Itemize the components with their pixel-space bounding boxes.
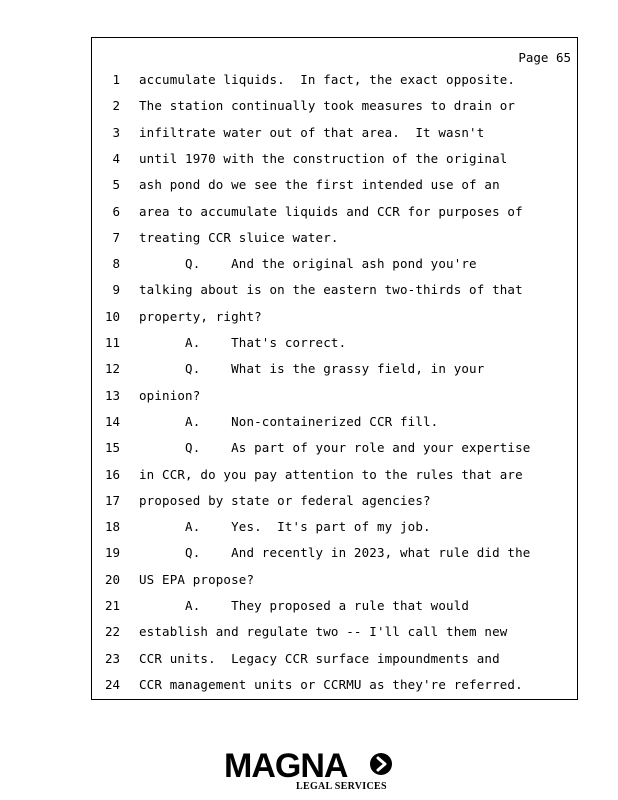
line-number: 20 — [104, 571, 120, 587]
line-text: proposed by state or federal agencies? — [139, 492, 431, 508]
line-number: 16 — [104, 466, 120, 482]
line-text: CCR management units or CCRMU as they're referred. — [139, 676, 523, 692]
line-text: Q. And the original ash pond you're — [139, 256, 477, 272]
transcript-line — [92, 98, 579, 118]
line-text: ash pond do we see the first intended use of an — [139, 177, 500, 193]
transcript-line — [92, 256, 579, 276]
transcript-line — [92, 624, 579, 644]
transcript-line — [92, 177, 579, 197]
line-number: 9 — [112, 282, 120, 298]
line-number: 22 — [104, 624, 120, 640]
line-text: accumulate liquids. In fact, the exact opposite. — [139, 72, 516, 87]
line-text: talking about is on the eastern two-thirds of that — [139, 282, 523, 298]
line-number: 15 — [104, 440, 120, 456]
line-number: 6 — [112, 203, 120, 219]
transcript-page — [91, 37, 578, 700]
line-text: until 1970 with the construction of the original — [139, 150, 508, 166]
transcript-line — [92, 388, 579, 408]
logo-subtitle: LEGAL SERVICES — [296, 781, 387, 792]
line-number: 10 — [104, 308, 120, 324]
page-number: Page 65 — [518, 50, 571, 65]
line-text: Q. What is the grassy field, in your — [139, 361, 485, 377]
transcript-line — [92, 309, 579, 329]
line-number: 23 — [104, 650, 120, 666]
line-text: A. They proposed a rule that would — [139, 598, 470, 613]
line-text: infiltrate water out of that area. It wasn't — [139, 124, 485, 140]
transcript-line — [92, 282, 579, 302]
transcript-line — [92, 72, 579, 92]
chevron-right-icon — [370, 753, 392, 775]
transcript-line — [92, 361, 579, 381]
line-number: 19 — [104, 545, 120, 561]
line-number: 12 — [104, 361, 120, 377]
line-text: treating CCR sluice water. — [139, 229, 339, 245]
line-number: 17 — [104, 492, 120, 508]
line-text: opinion? — [139, 387, 201, 403]
transcript-line — [92, 493, 579, 513]
line-text: A. Yes. It's part of my job. — [139, 519, 431, 535]
transcript-line — [92, 335, 579, 355]
line-text: The station continually took measures to drain or — [139, 98, 516, 114]
transcript-line — [92, 151, 579, 171]
transcript-line — [92, 519, 579, 539]
logo-wordmark: MAGNA — [224, 747, 348, 785]
line-text: property, right? — [139, 308, 262, 324]
line-text: Q. As part of your role and your expertise — [139, 440, 531, 456]
line-text: US EPA propose? — [139, 571, 255, 587]
magna-logo — [224, 748, 399, 794]
line-text: CCR units. Legacy CCR surface impoundments and — [139, 650, 500, 666]
transcript-line — [92, 414, 579, 434]
line-text: A. That's correct. — [139, 335, 347, 350]
line-text: Q. And recently in 2023, what rule did the — [139, 545, 531, 561]
line-text: in CCR, do you pay attention to the rules that are — [139, 466, 523, 482]
line-number: 2 — [112, 98, 120, 114]
line-text: A. Non-containerized CCR fill. — [139, 413, 439, 429]
transcript-line — [92, 440, 579, 460]
line-number: 4 — [112, 150, 120, 166]
transcript-line — [92, 572, 579, 592]
line-number: 3 — [112, 124, 120, 140]
line-number: 21 — [104, 598, 120, 613]
transcript-line — [92, 677, 579, 697]
transcript-line — [92, 125, 579, 145]
line-text: establish and regulate two -- I'll call them new — [139, 624, 508, 640]
line-number: 5 — [112, 177, 120, 193]
transcript-line — [92, 467, 579, 487]
line-number: 18 — [104, 519, 120, 535]
transcript-line — [92, 651, 579, 671]
transcript-line — [92, 230, 579, 250]
line-number: 14 — [104, 413, 120, 429]
line-text: area to accumulate liquids and CCR for purposes of — [139, 203, 523, 219]
line-number: 13 — [104, 387, 120, 403]
transcript-line — [92, 545, 579, 565]
line-number: 7 — [112, 229, 120, 245]
line-number: 8 — [112, 256, 120, 272]
transcript-line — [92, 204, 579, 224]
line-number: 24 — [104, 676, 120, 692]
transcript-line — [92, 598, 579, 618]
line-number: 11 — [104, 335, 120, 350]
line-number: 1 — [112, 72, 120, 87]
